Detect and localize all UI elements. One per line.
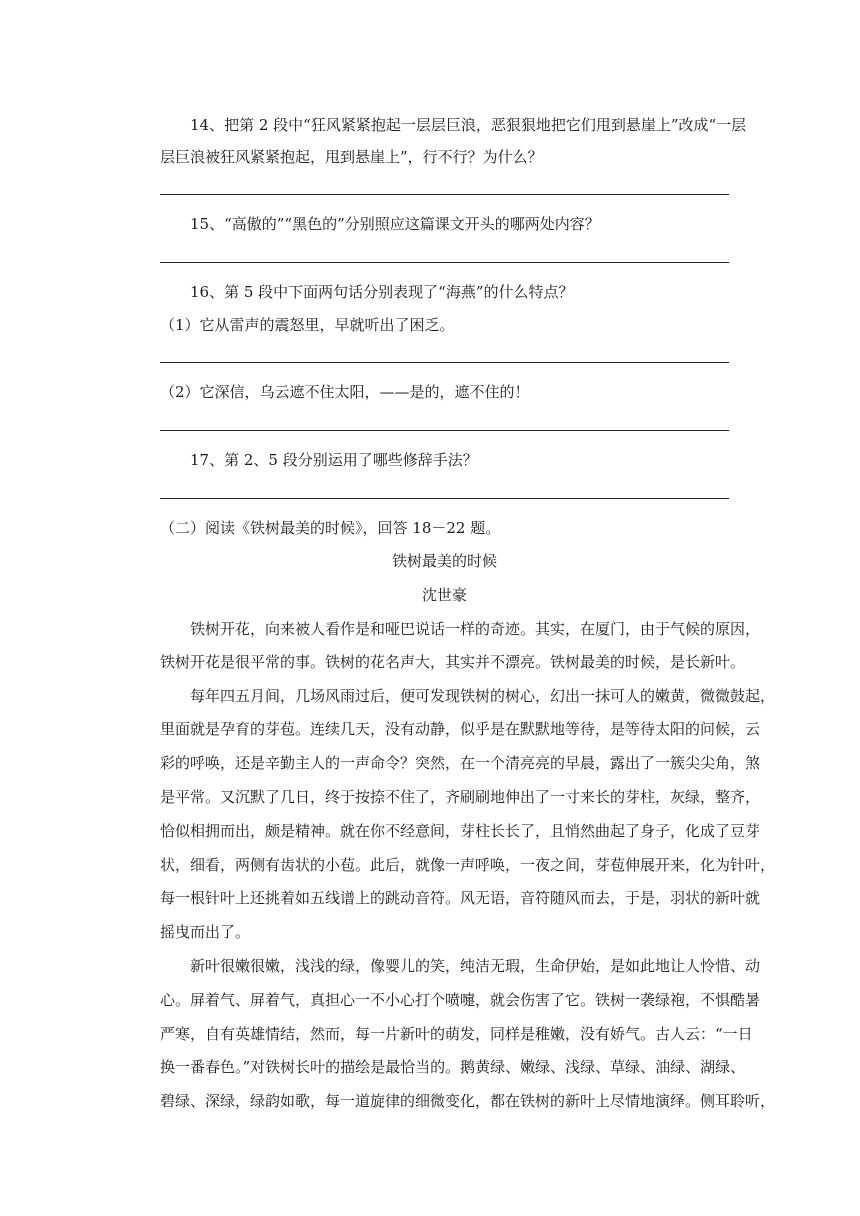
p2-line6: 状，细看，两侧有齿状的小苞。此后，就像一声呼唤，一夜之间，芽苞伸展开来，化为针叶， [160,856,776,874]
q16-sub1-answer-line [160,362,729,363]
q16-sub2-answer-line [160,430,729,431]
p3-line2: 心。屏着气、屏着气，真担心一不小心打个喷嚏，就会伤害了它。铁树一袭绿袍，不惧酷暑 [160,991,761,1009]
p2-line2: 里面就是孕育的芽苞。连续几天，没有动静，似乎是在默默地等待，是等待太阳的问候，云 [160,720,761,738]
q14-line1: 14、把第 2 段中“狂风紧紧抱起一层层巨浪，恶狠狠地把它们甩到悬崖上”改成“一层 [160,116,747,134]
p1-line1: 铁树开花，向来被人看作是和哑巴说话一样的奇迹。其实，在厦门，由于气候的原因， [160,620,761,638]
p3-line4: 换一番春色。”对铁树长叶的描绘是最恰当的。鹅黄绿、嫩绿、浅绿、草绿、油绿、湖绿、 [160,1058,746,1076]
p3-line1: 新叶很嫩很嫩，浅浅的绿，像婴儿的笑，纯洁无瑕，生命伊始，是如此地让人怜惜、动 [160,957,761,975]
q14-line2: 层巨浪被狂风紧紧抱起，甩到悬崖上”，行不行？为什么？ [160,148,543,166]
p2-line3: 彩的呼唤，还是辛勤主人的一声命令？突然，在一个清亮亮的早晨，露出了一簇尖尖角，煞 [160,754,761,772]
q14-answer-line [160,194,729,195]
q17-text: 17、第 2、5 段分别运用了哪些修辞手法？ [160,451,478,469]
q16-sub1: （1）它从雷声的震怒里，早就听出了困乏。 [160,316,455,334]
p3-line3: 严寒，自有英雄情结，然而，每一片新叶的萌发，同样是稚嫩，没有娇气。古人云：“一日 [160,1025,753,1043]
article-author: 沈世豪 [421,586,467,604]
p2-line1: 每年四五月间，几场风雨过后，便可发现铁树的树心，幻出一抹可人的嫩黄，微微鼓起， [160,687,776,705]
p1-line2: 铁树开花是很平常的事。铁树的花名声大，其实并不漂亮。铁树最美的时候，是长新叶。 [160,653,746,671]
article-title: 铁树最美的时候 [391,552,497,570]
q16-sub2: （2）它深信，乌云遮不住太阳，——是的，遮不住的！ [160,383,530,401]
p2-line4: 是平常。又沉默了几日，终于按捺不住了，齐刷刷地伸出了一寸来长的芽柱，灰绿，整齐， [160,788,761,806]
p2-line5: 恰似相拥而出，颇是精神。就在你不经意间，芽柱长长了，且悄然曲起了身子，化成了豆芽 [160,822,761,840]
q15-text: 15、“高傲的”“黑色的”分别照应这篇课文开头的哪两处内容？ [160,215,600,233]
section-two-heading: （二）阅读《铁树最美的时候》，回答 18－22 题。 [160,519,501,537]
q16-text: 16、第 5 段中下面两句话分别表现了“海燕”的什么特点？ [160,283,574,301]
p2-line8: 摇曳而出了。 [160,923,251,941]
q15-answer-line [160,262,729,263]
p2-line7: 每一根针叶上还挑着如五线谱上的跳动音符。风无语，音符随风而去，于是，羽状的新叶就 [160,889,761,907]
p3-line5: 碧绿、深绿，绿韵如歌，每一道旋律的细微变化，都在铁树的新叶上尽情地演绎。侧耳聆听， [160,1092,776,1110]
q17-answer-line [160,498,729,499]
